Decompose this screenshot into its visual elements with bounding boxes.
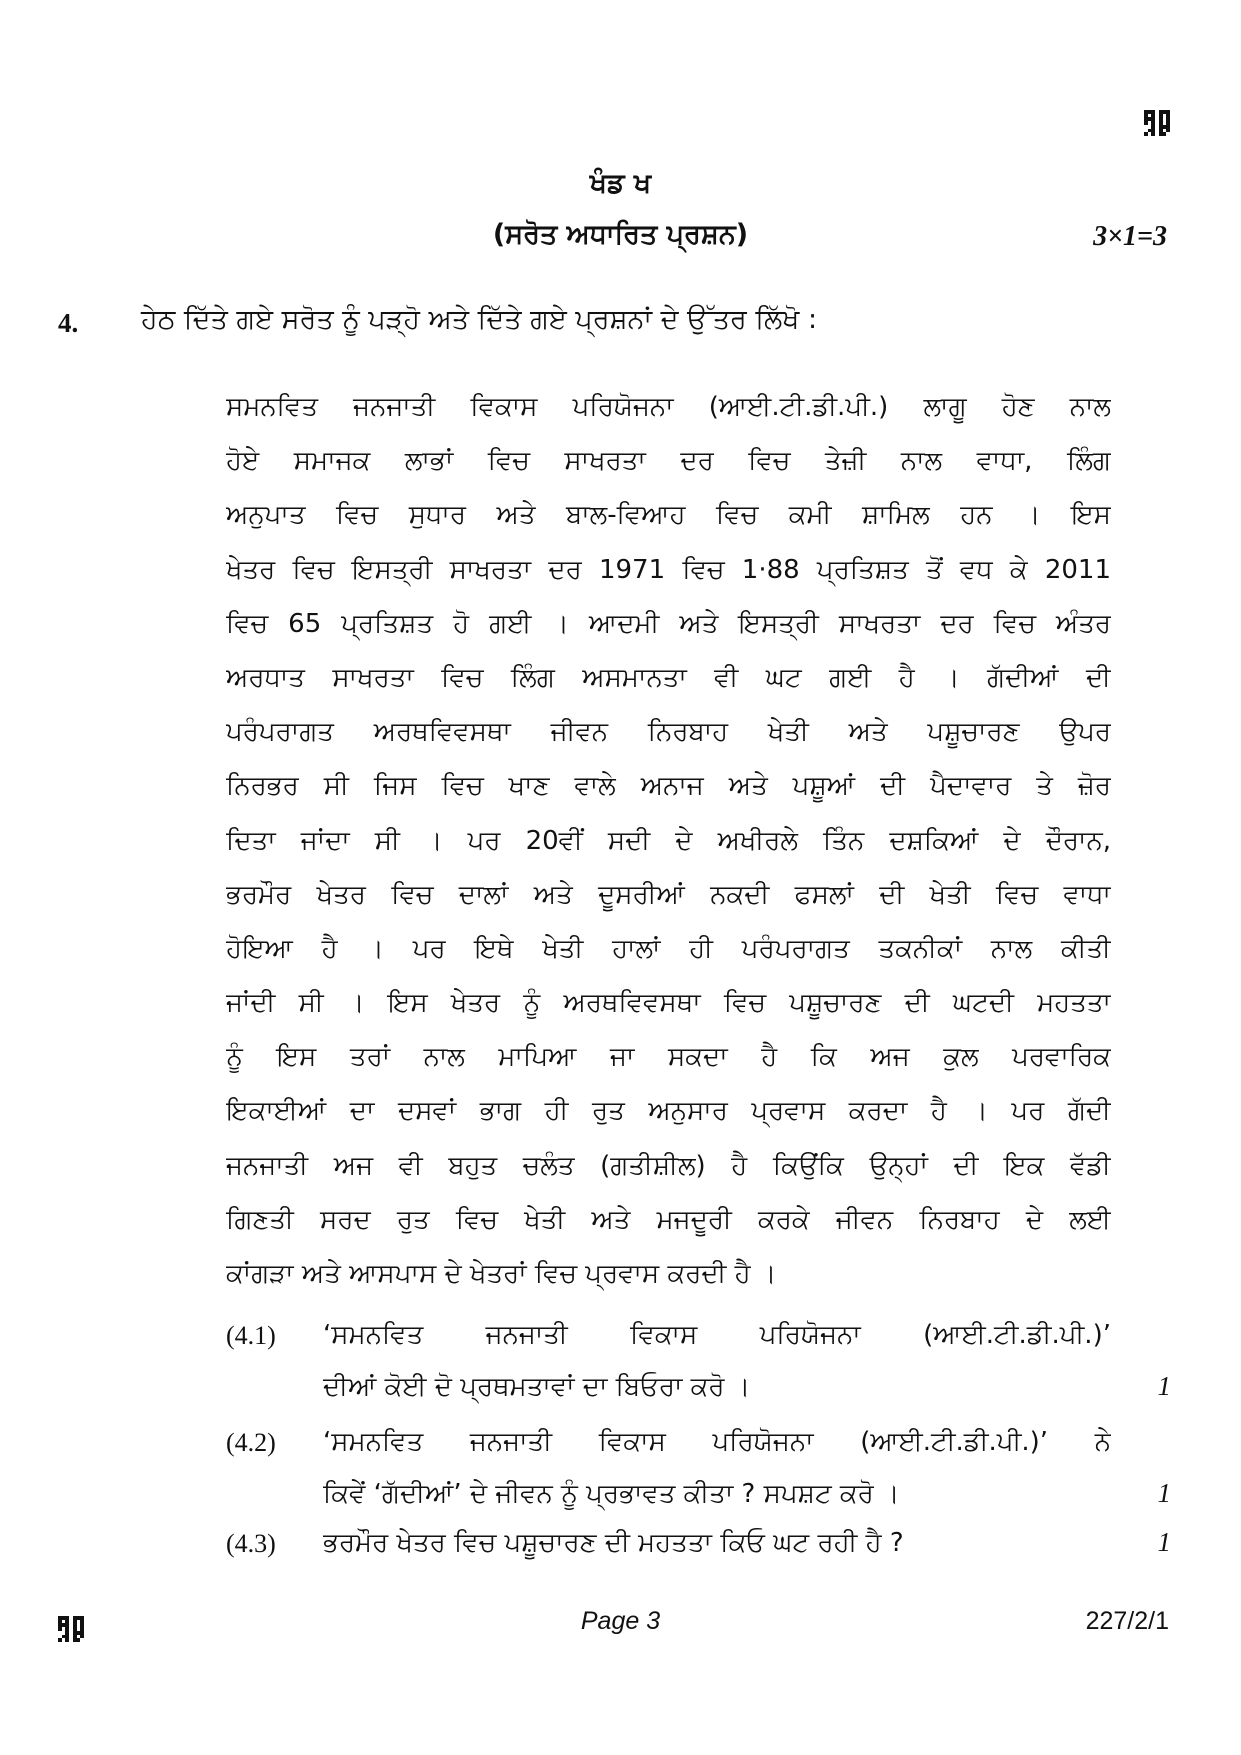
subquestion-text — [323, 1309, 1111, 1413]
passage-line: ਖੇਤਰ ਵਿਚ ਇਸਤ੍ਰੀ ਸਾਖਰਤਾ ਦਰ 1971 ਵਿਚ 1·88 ਪ੍ਰਤਿਸ਼ਤ ਤੋਂ ਵਧ ਕੇ 2011 — [226, 554, 1111, 585]
subquestion-marks: 1 — [1157, 1371, 1171, 1401]
section-heading: ਖੰਡ ਖ — [589, 168, 652, 199]
question-instruction: ਹੇਠ ਦਿੱਤੇ ਗਏ ਸਰੋਤ ਨੂੰ ਪੜ੍ਹੋ ਅਤੇ ਦਿੱਤੇ ਗਏ ਪ੍ਰਸ਼ਨਾਂ ਦੇ ਉੱਤਰ ਲਿੱਖੋ : — [141, 304, 818, 335]
page-number: Page 3 — [580, 1607, 661, 1635]
passage-line: ਕਾਂਗੜਾ ਅਤੇ ਆਸਪਾਸ ਦੇ ਖੇਤਰਾਂ ਵਿਚ ਪ੍ਰਵਾਸ ਕਰਦੀ ਹੈ । — [226, 1259, 777, 1289]
passage-line: ਨਿਰਭਰ ਸੀ ਜਿਸ ਵਿਚ ਖਾਣ ਵਾਲੇ ਅਨਾਜ ਅਤੇ ਪਸ਼ੂਆਂ ਦੀ ਪੈਦਾਵਾਰ ਤੇ ਜ਼ੋਰ — [226, 771, 1111, 802]
subquestion-line: ਕਿਵੇਂ ‘ਗੱਦੀਆਂ’ ਦੇ ਜੀਵਨ ਨੂੰ ਪ੍ਰਭਾਵਤ ਕੀਤਾ ? ਸਪਸ਼ਟ ਕਰੋ । — [323, 1479, 900, 1509]
paper-code: 227/2/1 — [1085, 1607, 1169, 1635]
question-number: 4. — [58, 308, 79, 338]
passage-line: ਪਰੰਪਰਾਗਤ ਅਰਥਵਿਵਸਥਾ ਜੀਵਨ ਨਿਰਬਾਹ ਖੇਤੀ ਅਤੇ ਪਸ਼ੂਚਾਰਣ ਉਪਰ — [226, 717, 1111, 748]
subquestion-text — [323, 1517, 1111, 1569]
passage-line: ਭਰਮੌਰ ਖੇਤਰ ਵਿਚ ਦਾਲਾਂ ਅਤੇ ਦੂਸਰੀਆਂ ਨਕਦੀ ਫਸਲਾਂ ਦੀ ਖੇਤੀ ਵਿਚ ਵਾਧਾ — [226, 879, 1111, 910]
section-subheading: (ਸਰੋਤ ਅਧਾਰਿਤ ਪ੍ਰਸ਼ਨ) — [492, 219, 749, 250]
qr-code-icon — [1144, 110, 1170, 136]
subquestion-line: ਭਰਮੌਰ ਖੇਤਰ ਵਿਚ ਪਸ਼ੂਚਾਰਣ ਦੀ ਮਹਤਤਾ ਕਿਓ ਘਟ ਰਹੀ ਹੈ ? — [323, 1528, 904, 1558]
subquestion-line: ‘ਸਮਨਵਿਤ ਜਨਜਾਤੀ ਵਿਕਾਸ ਪਰਿਯੋਜਨਾ (ਆਈ.ਟੀ.ਡੀ.ਪੀ.)’ ਨੇ — [323, 1427, 1111, 1457]
passage-line: ਹੋਏ ਸਮਾਜਕ ਲਾਭਾਂ ਵਿਚ ਸਾਖਰਤਾ ਦਰ ਵਿਚ ਤੇਜ਼ੀ ਨਾਲ ਵਾਧਾ, ਲਿੰਗ — [226, 446, 1111, 477]
subquestion-marks: 1 — [1157, 1527, 1171, 1557]
subquestion-text — [323, 1416, 1111, 1520]
section-marks: 3×1=3 — [1093, 221, 1167, 252]
subquestion-number: (4.1) — [226, 1321, 276, 1350]
passage-line: ਅਰਧਾਤ ਸਾਖਰਤਾ ਵਿਚ ਲਿੰਗ ਅਸਮਾਨਤਾ ਵੀ ਘਟ ਗਈ ਹੈ । ਗੱਦੀਆਂ ਦੀ — [226, 662, 1111, 693]
passage-line: ਨੂੰ ਇਸ ਤਰਾਂ ਨਾਲ ਮਾਪਿਆ ਜਾ ਸਕਦਾ ਹੈ ਕਿ ਅਜ ਕੁਲ ਪਰਵਾਰਿਕ — [226, 1042, 1111, 1073]
passage-line: ਵਿਚ 65 ਪ੍ਰਤਿਸ਼ਤ ਹੋ ਗਈ । ਆਦਮੀ ਅਤੇ ਇਸਤ੍ਰੀ ਸਾਖਰਤਾ ਦਰ ਵਿਚ ਅੰਤਰ — [226, 608, 1111, 639]
subquestion-line: ਦੀਆਂ ਕੋਈ ਦੋ ਪ੍ਰਥਮਤਾਵਾਂ ਦਾ ਬਿਓਰਾ ਕਰੋ । — [323, 1372, 751, 1402]
passage-line: ਜਾਂਦੀ ਸੀ । ਇਸ ਖੇਤਰ ਨੂੰ ਅਰਥਵਿਵਸਥਾ ਵਿਚ ਪਸ਼ੂਚਾਰਣ ਦੀ ਘਟਦੀ ਮਹਤਤਾ — [226, 988, 1111, 1019]
subquestion-number: (4.2) — [226, 1428, 276, 1457]
source-passage — [226, 380, 1111, 1301]
passage-line: ਦਿਤਾ ਜਾਂਦਾ ਸੀ । ਪਰ 20ਵੀਂ ਸਦੀ ਦੇ ਅਖੀਰਲੇ ਤਿੰਨ ਦਸ਼ਕਿਆਂ ਦੇ ਦੌਰਾਨ, — [226, 825, 1111, 856]
passage-line: ਸਮਨਵਿਤ ਜਨਜਾਤੀ ਵਿਕਾਸ ਪਰਿਯੋਜਨਾ (ਆਈ.ਟੀ.ਡੀ.ਪੀ.) ਲਾਗੂ ਹੋਣ ਨਾਲ — [226, 392, 1111, 422]
passage-line: ਇਕਾਈਆਂ ਦਾ ਦਸਵਾਂ ਭਾਗ ਹੀ ਰੁਤ ਅਨੁਸਾਰ ਪ੍ਰਵਾਸ ਕਰਦਾ ਹੈ । ਪਰ ਗੱਦੀ — [226, 1096, 1111, 1127]
subquestion-marks: 1 — [1157, 1478, 1171, 1508]
subquestion-line: ‘ਸਮਨਵਿਤ ਜਨਜਾਤੀ ਵਿਕਾਸ ਪਰਿਯੋਜਨਾ (ਆਈ.ਟੀ.ਡੀ.ਪੀ.)’ — [323, 1320, 1111, 1350]
passage-line: ਹੋਇਆ ਹੈ । ਪਰ ਇਥੇ ਖੇਤੀ ਹਾਲਾਂ ਹੀ ਪਰੰਪਰਾਗਤ ਤਕਨੀਕਾਂ ਨਾਲ ਕੀਤੀ — [226, 933, 1111, 964]
passage-line: ਜਨਜਾਤੀ ਅਜ ਵੀ ਬਹੁਤ ਚਲੰਤ (ਗਤੀਸ਼ੀਲ) ਹੈ ਕਿਉਂਕਿ ਉਨ੍ਹਾਂ ਦੀ ਇਕ ਵੱਡੀ — [226, 1150, 1111, 1181]
passage-line: ਗਿਣਤੀ ਸਰਦ ਰੁਤ ਵਿਚ ਖੇਤੀ ਅਤੇ ਮਜਦੂਰੀ ਕਰਕੇ ਜੀਵਨ ਨਿਰਬਾਹ ਦੇ ਲਈ — [226, 1204, 1111, 1235]
subquestion-number: (4.3) — [226, 1529, 276, 1558]
passage-line: ਅਨੁਪਾਤ ਵਿਚ ਸੁਧਾਰ ਅਤੇ ਬਾਲ-ਵਿਆਹ ਵਿਚ ਕਮੀ ਸ਼ਾਮਿਲ ਹਨ । ਇਸ — [226, 500, 1111, 531]
